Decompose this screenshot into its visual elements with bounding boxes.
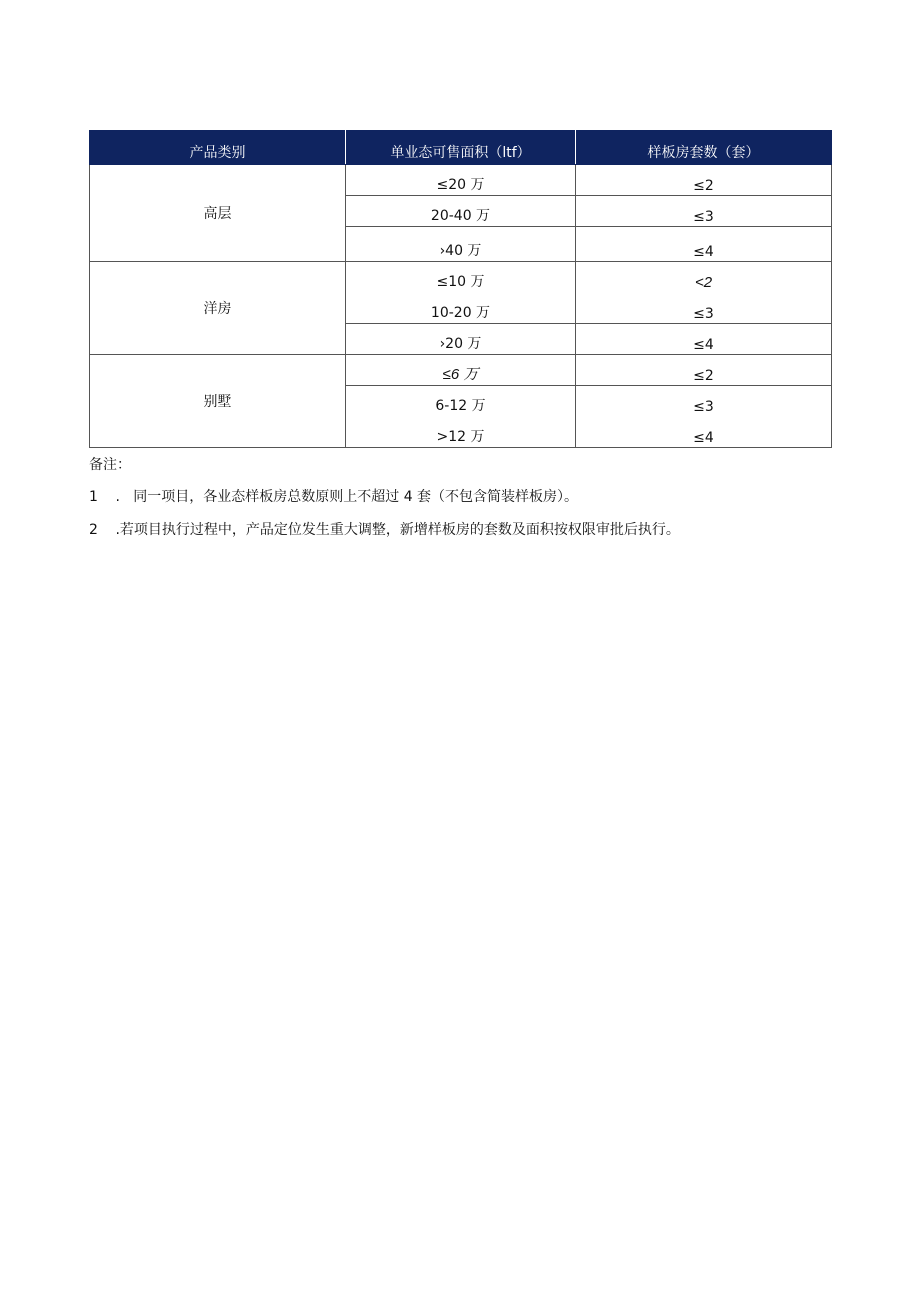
notes-section — [89, 456, 680, 539]
note-text: .若项目执行过程中，产品定位发生重大调整，新增样板房的套数及面积按权限审批后执行。 — [111, 522, 680, 538]
note-text: . 同一项目，各业态样板房总数原则上不超过 4 套（不包含简装样板房）。 — [111, 489, 579, 505]
area-cell: ›20 万 — [346, 323, 576, 354]
area-cell: 20-40 万 — [346, 195, 576, 226]
count-cell: <2 — [576, 261, 832, 292]
area-cell: >12 万 — [346, 416, 576, 447]
count-cell: ≤4 — [576, 226, 832, 261]
header-saleable-area: 单业态可售面积（ltf） — [346, 130, 576, 164]
count-cell: ≤4 — [576, 416, 832, 447]
note-item — [89, 488, 680, 506]
note-item — [89, 521, 680, 539]
count-cell: ≤4 — [576, 323, 832, 354]
area-cell: 6-12 万 — [346, 385, 576, 416]
area-cell: ›40 万 — [346, 226, 576, 261]
count-cell: ≤3 — [576, 195, 832, 226]
table-header-row — [90, 130, 832, 164]
category-cell-villa: 别墅 — [90, 354, 346, 447]
header-product-category: 产品类别 — [90, 130, 346, 164]
header-sample-room-count: 样板房套数（套） — [576, 130, 832, 164]
sample-room-table — [89, 130, 832, 448]
count-cell: ≤3 — [576, 292, 832, 323]
table-row — [90, 261, 832, 292]
area-cell: ≤20 万 — [346, 164, 576, 195]
area-cell: ≤6 万 — [346, 354, 576, 385]
notes-title: 备注： — [89, 457, 131, 473]
note-number: 2 — [89, 522, 98, 538]
table-row — [90, 354, 832, 385]
area-cell: 10-20 万 — [346, 292, 576, 323]
category-cell-high-rise: 高层 — [90, 164, 346, 261]
area-cell: ≤10 万 — [346, 261, 576, 292]
count-cell: ≤2 — [576, 164, 832, 195]
count-cell: ≤3 — [576, 385, 832, 416]
category-cell-garden-house: 洋房 — [90, 261, 346, 354]
count-cell: ≤2 — [576, 354, 832, 385]
table-row — [90, 164, 832, 195]
note-number: 1 — [89, 489, 98, 505]
